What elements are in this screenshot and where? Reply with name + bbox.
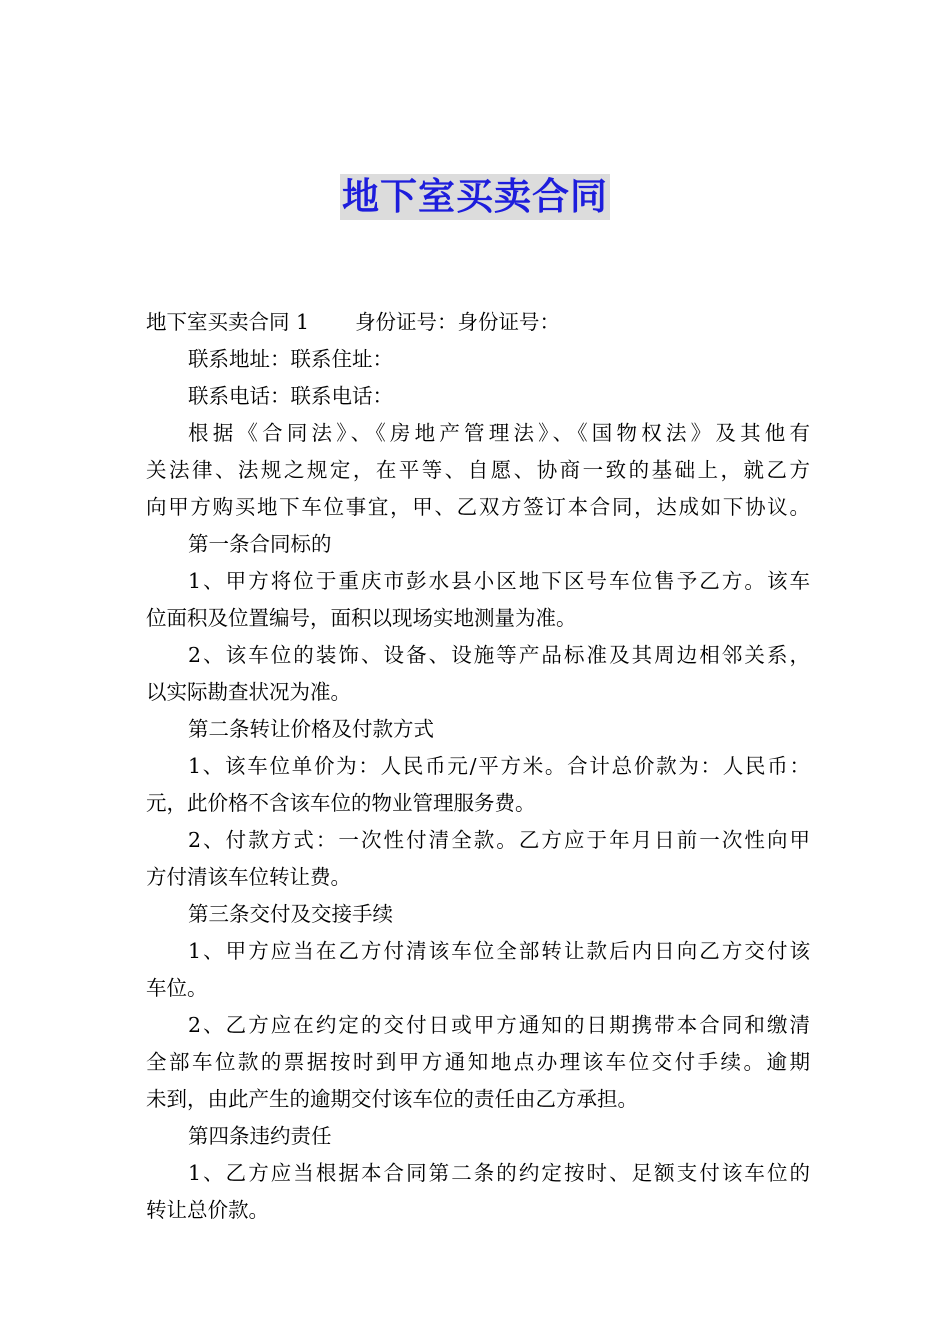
paragraph-line: 根据《合同法》、《房地产管理法》、《国物权法》及其他有 — [188, 421, 810, 445]
paragraph-line: 关法律、法规之规定，在平等、自愿、协商一致的基础上，就乙方 — [146, 458, 810, 482]
paragraph-line: 转让总价款。 — [146, 1198, 269, 1222]
paragraph-line: 向甲方购买地下车位事宜，甲、乙双方签订本合同，达成如下协议。 — [146, 495, 810, 519]
paragraph-line: 联系电话：联系电话： — [188, 384, 393, 408]
paragraph-line: 全部车位款的票据按时到甲方通知地点办理该车位交付手续。逾期 — [146, 1050, 810, 1074]
paragraph-line: 2、该车位的装饰、设备、设施等产品标准及其周边相邻关系， — [188, 643, 810, 667]
paragraph-line: 未到，由此产生的逾期交付该车位的责任由乙方承担。 — [146, 1087, 638, 1111]
section-heading: 第四条违约责任 — [188, 1124, 332, 1148]
section-heading: 第一条合同标的 — [188, 532, 332, 556]
section-heading: 第三条交付及交接手续 — [188, 902, 393, 926]
title-container — [0, 174, 950, 220]
document-title: 地下室买卖合同 — [342, 175, 608, 218]
paragraph-line: 联系地址：联系住址： — [188, 347, 393, 371]
paragraph-line: 2、付款方式：一次性付清全款。乙方应于年月日前一次性向甲 — [188, 828, 810, 852]
paragraph-line: 方付清该车位转让费。 — [146, 865, 351, 889]
paragraph-line: 以实际勘查状况为准。 — [146, 680, 351, 704]
document-body — [146, 304, 810, 1229]
paragraph-line: 1、甲方将位于重庆市彭水县小区地下区号车位售予乙方。该车 — [188, 569, 810, 593]
paragraph-line: 1、该车位单价为：人民币元/平方米。合计总价款为：人民币： — [188, 754, 810, 778]
paragraph-line: 元，此价格不含该车位的物业管理服务费。 — [146, 791, 536, 815]
paragraph-line: 1、乙方应当根据本合同第二条的约定按时、足额支付该车位的 — [188, 1161, 810, 1185]
section-heading: 第二条转让价格及付款方式 — [188, 717, 434, 741]
header-line — [146, 304, 810, 341]
header-right-text: 身份证号：身份证号： — [355, 310, 561, 334]
paragraph-line: 1、甲方应当在乙方付清该车位全部转让款后内日向乙方交付该 — [188, 939, 810, 963]
paragraph-line: 位面积及位置编号，面积以现场实地测量为准。 — [146, 606, 577, 630]
paragraph-line: 车位。 — [146, 976, 208, 1000]
paragraph-line: 2、乙方应在约定的交付日或甲方通知的日期携带本合同和缴清 — [188, 1013, 810, 1037]
header-left-text: 地下室买卖合同 1 — [146, 310, 310, 334]
